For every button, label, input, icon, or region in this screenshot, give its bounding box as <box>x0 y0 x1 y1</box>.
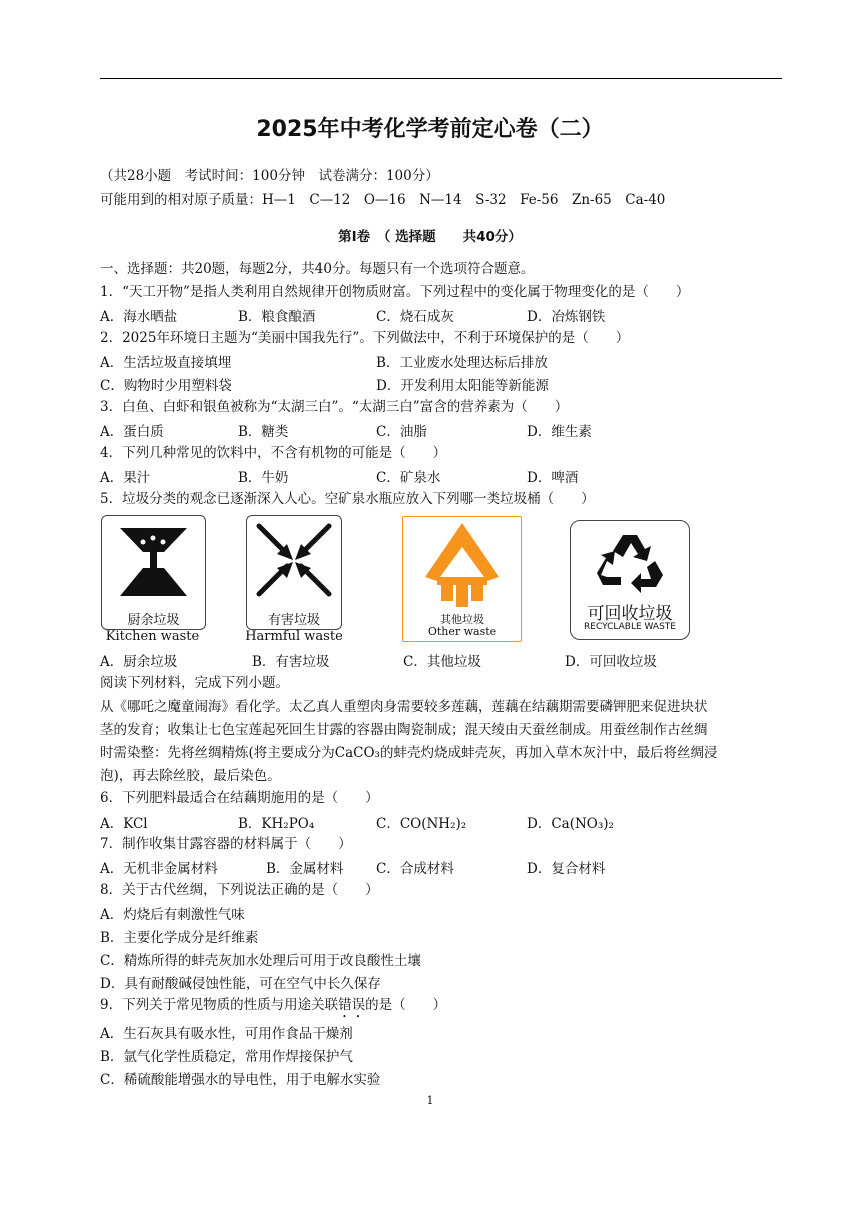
header-rule <box>100 78 782 79</box>
q6-option-c: C．CO(NH₂)₂ <box>376 816 467 832</box>
q1-option-a: A．海水晒盐 <box>100 309 178 325</box>
q6-option-a: A．KCl <box>100 816 148 832</box>
q3-option-a: A．蛋白质 <box>100 424 164 440</box>
emphasis-text: 错误 <box>338 997 366 1013</box>
q7-option-d: D．复合材料 <box>527 861 606 877</box>
q1-option-d: D．冶炼钢铁 <box>527 309 606 325</box>
q7-option-a: A．无机非金属材料 <box>100 861 218 877</box>
reading-line: 时需染整：先将丝绸精炼(将主要成分为CaCO₃的蚌壳灼烧成蚌壳灰，再加入草木灰汁中，最后将丝绸浸 <box>100 745 718 761</box>
q4-option-d: D．啤酒 <box>527 470 579 486</box>
q4-option-b: B．牛奶 <box>238 470 289 486</box>
bin-label-en: Harmful waste <box>245 629 343 644</box>
q7-option-c: C．合成材料 <box>376 861 454 877</box>
q3-option-c: C．油脂 <box>376 424 427 440</box>
exam-info: （共28小题 考试时间：100分钟 试卷满分：100分） <box>100 168 439 184</box>
question-3-stem: 3．白鱼、白虾和银鱼被称为“太湖三白”。“太湖三白”富含的营养素为（ ） <box>100 399 569 415</box>
question-8-stem: 8．关于古代丝绸，下列说法正确的是（ ） <box>100 882 379 898</box>
q9-option-c: C．稀硫酸能增强水的导电性，用于电解水实验 <box>100 1072 381 1088</box>
question-6-stem: 6．下列肥料最适合在结藕期施用的是（ ） <box>100 790 379 806</box>
bin-label-cn: 厨余垃圾 <box>127 613 180 628</box>
reading-passage <box>100 696 784 788</box>
q3-option-b: B．糖类 <box>238 424 289 440</box>
q2-option-c: C．购物时少用塑料袋 <box>100 378 232 394</box>
q9-option-b: B．氩气化学性质稳定，常用作焊接保护气 <box>100 1049 353 1065</box>
q2-option-d: D．开发利用太阳能等新能源 <box>376 378 549 394</box>
q5-option-b: B．有害垃圾 <box>252 654 330 670</box>
harmful-waste-icon <box>247 516 341 604</box>
stem-text: 9．下列关于常见物质的性质与用途关联 <box>100 997 339 1013</box>
other-waste-icon <box>403 517 521 609</box>
recycle-icon <box>571 521 689 597</box>
question-2-stem: 2．2025年环境日主题为“美丽中国我先行”。下列做法中，不利于环境保护的是（ ） <box>100 330 630 346</box>
q5-option-c: C．其他垃圾 <box>403 654 481 670</box>
reading-line: 茎的发育；收集让七色宝莲起死回生甘露的容器由陶瓷制成；混天绫由天蚕丝制成。用蚕丝制作古丝绸 <box>100 722 708 738</box>
q1-option-c: C．烧石成灰 <box>376 309 454 325</box>
q8-option-c: C．精炼所得的蚌壳灰加水处理后可用于改良酸性土壤 <box>100 953 421 969</box>
q3-option-d: D．维生素 <box>527 424 592 440</box>
stem-text: 的是（ ） <box>365 997 447 1013</box>
page-number: 1 <box>426 1094 434 1107</box>
reading-line: 从《哪吒之魔童闹海》看化学。太乙真人重塑肉身需要较多莲藕，莲藕在结藕期需要磷钾肥来促进块状 <box>100 699 708 715</box>
q5-option-a: A．厨余垃圾 <box>100 654 178 670</box>
bin-label-cn: 其他垃圾 <box>440 613 484 626</box>
section-intro: 一、选择题：共20题，每题2分，共40分。每题只有一个选项符合题意。 <box>100 261 535 277</box>
question-1-stem: 1．“天工开物”是指人类利用自然规律开创物质财富。下列过程中的变化属于物理变化的是（ ） <box>100 284 690 300</box>
harmful-waste-bin <box>246 515 342 630</box>
q6-option-d: D．Ca(NO₃)₂ <box>527 816 614 832</box>
question-4-stem: 4．下列几种常见的饮料中，不含有机物的可能是（ ） <box>100 445 447 461</box>
other-waste-bin <box>402 516 522 642</box>
reading-line: 泡)，再去除丝胶，最后染色。 <box>100 768 281 784</box>
q4-option-a: A．果汁 <box>100 470 151 486</box>
bin-label-en: RECYCLABLE WASTE <box>584 622 676 632</box>
q4-option-c: C．矿泉水 <box>376 470 441 486</box>
bin-label-en: Kitchen waste <box>105 629 200 644</box>
atomic-masses: 可能用到的相对原子质量：H—1 C—12 O—16 N—14 S-32 Fe-56 Zn-65 Ca-40 <box>100 192 666 208</box>
q7-option-b: B．金属材料 <box>266 861 344 877</box>
reading-intro: 阅读下列材料，完成下列小题。 <box>100 675 289 691</box>
kitchen-waste-icon <box>102 516 205 604</box>
question-5-stem: 5．垃圾分类的观念已逐渐深入人心。空矿泉水瓶应放入下列哪一类垃圾桶（ ） <box>100 491 595 507</box>
bin-label-en: Other waste <box>427 625 497 638</box>
kitchen-waste-bin <box>101 515 206 630</box>
question-9-stem <box>100 995 790 1021</box>
recyclable-waste-bin <box>570 520 690 640</box>
q5-option-d: D．可回收垃圾 <box>565 654 657 670</box>
q9-option-a: A．生石灰具有吸水性，可用作食品干燥剂 <box>100 1026 353 1042</box>
q8-option-d: D．具有耐酸碱侵蚀性能，可在空气中长久保存 <box>100 976 381 992</box>
page-title: 2025年中考化学考前定心卷（二） <box>256 117 604 142</box>
section-title: 第Ⅰ卷 （ 选择题 共40分） <box>338 229 522 245</box>
q2-option-a: A．生活垃圾直接填埋 <box>100 355 232 371</box>
q8-option-b: B．主要化学成分是纤维素 <box>100 930 259 946</box>
bin-label-cn: 可回收垃圾 <box>587 604 673 624</box>
question-7-stem: 7．制作收集甘露容器的材料属于（ ） <box>100 836 352 852</box>
q8-option-a: A．灼烧后有刺激性气味 <box>100 907 245 923</box>
q2-option-b: B．工业废水处理达标后排放 <box>376 355 548 371</box>
bin-label-cn: 有害垃圾 <box>267 613 320 628</box>
q6-option-b: B．KH₂PO₄ <box>238 816 315 832</box>
q1-option-b: B．粮食酿酒 <box>238 309 316 325</box>
